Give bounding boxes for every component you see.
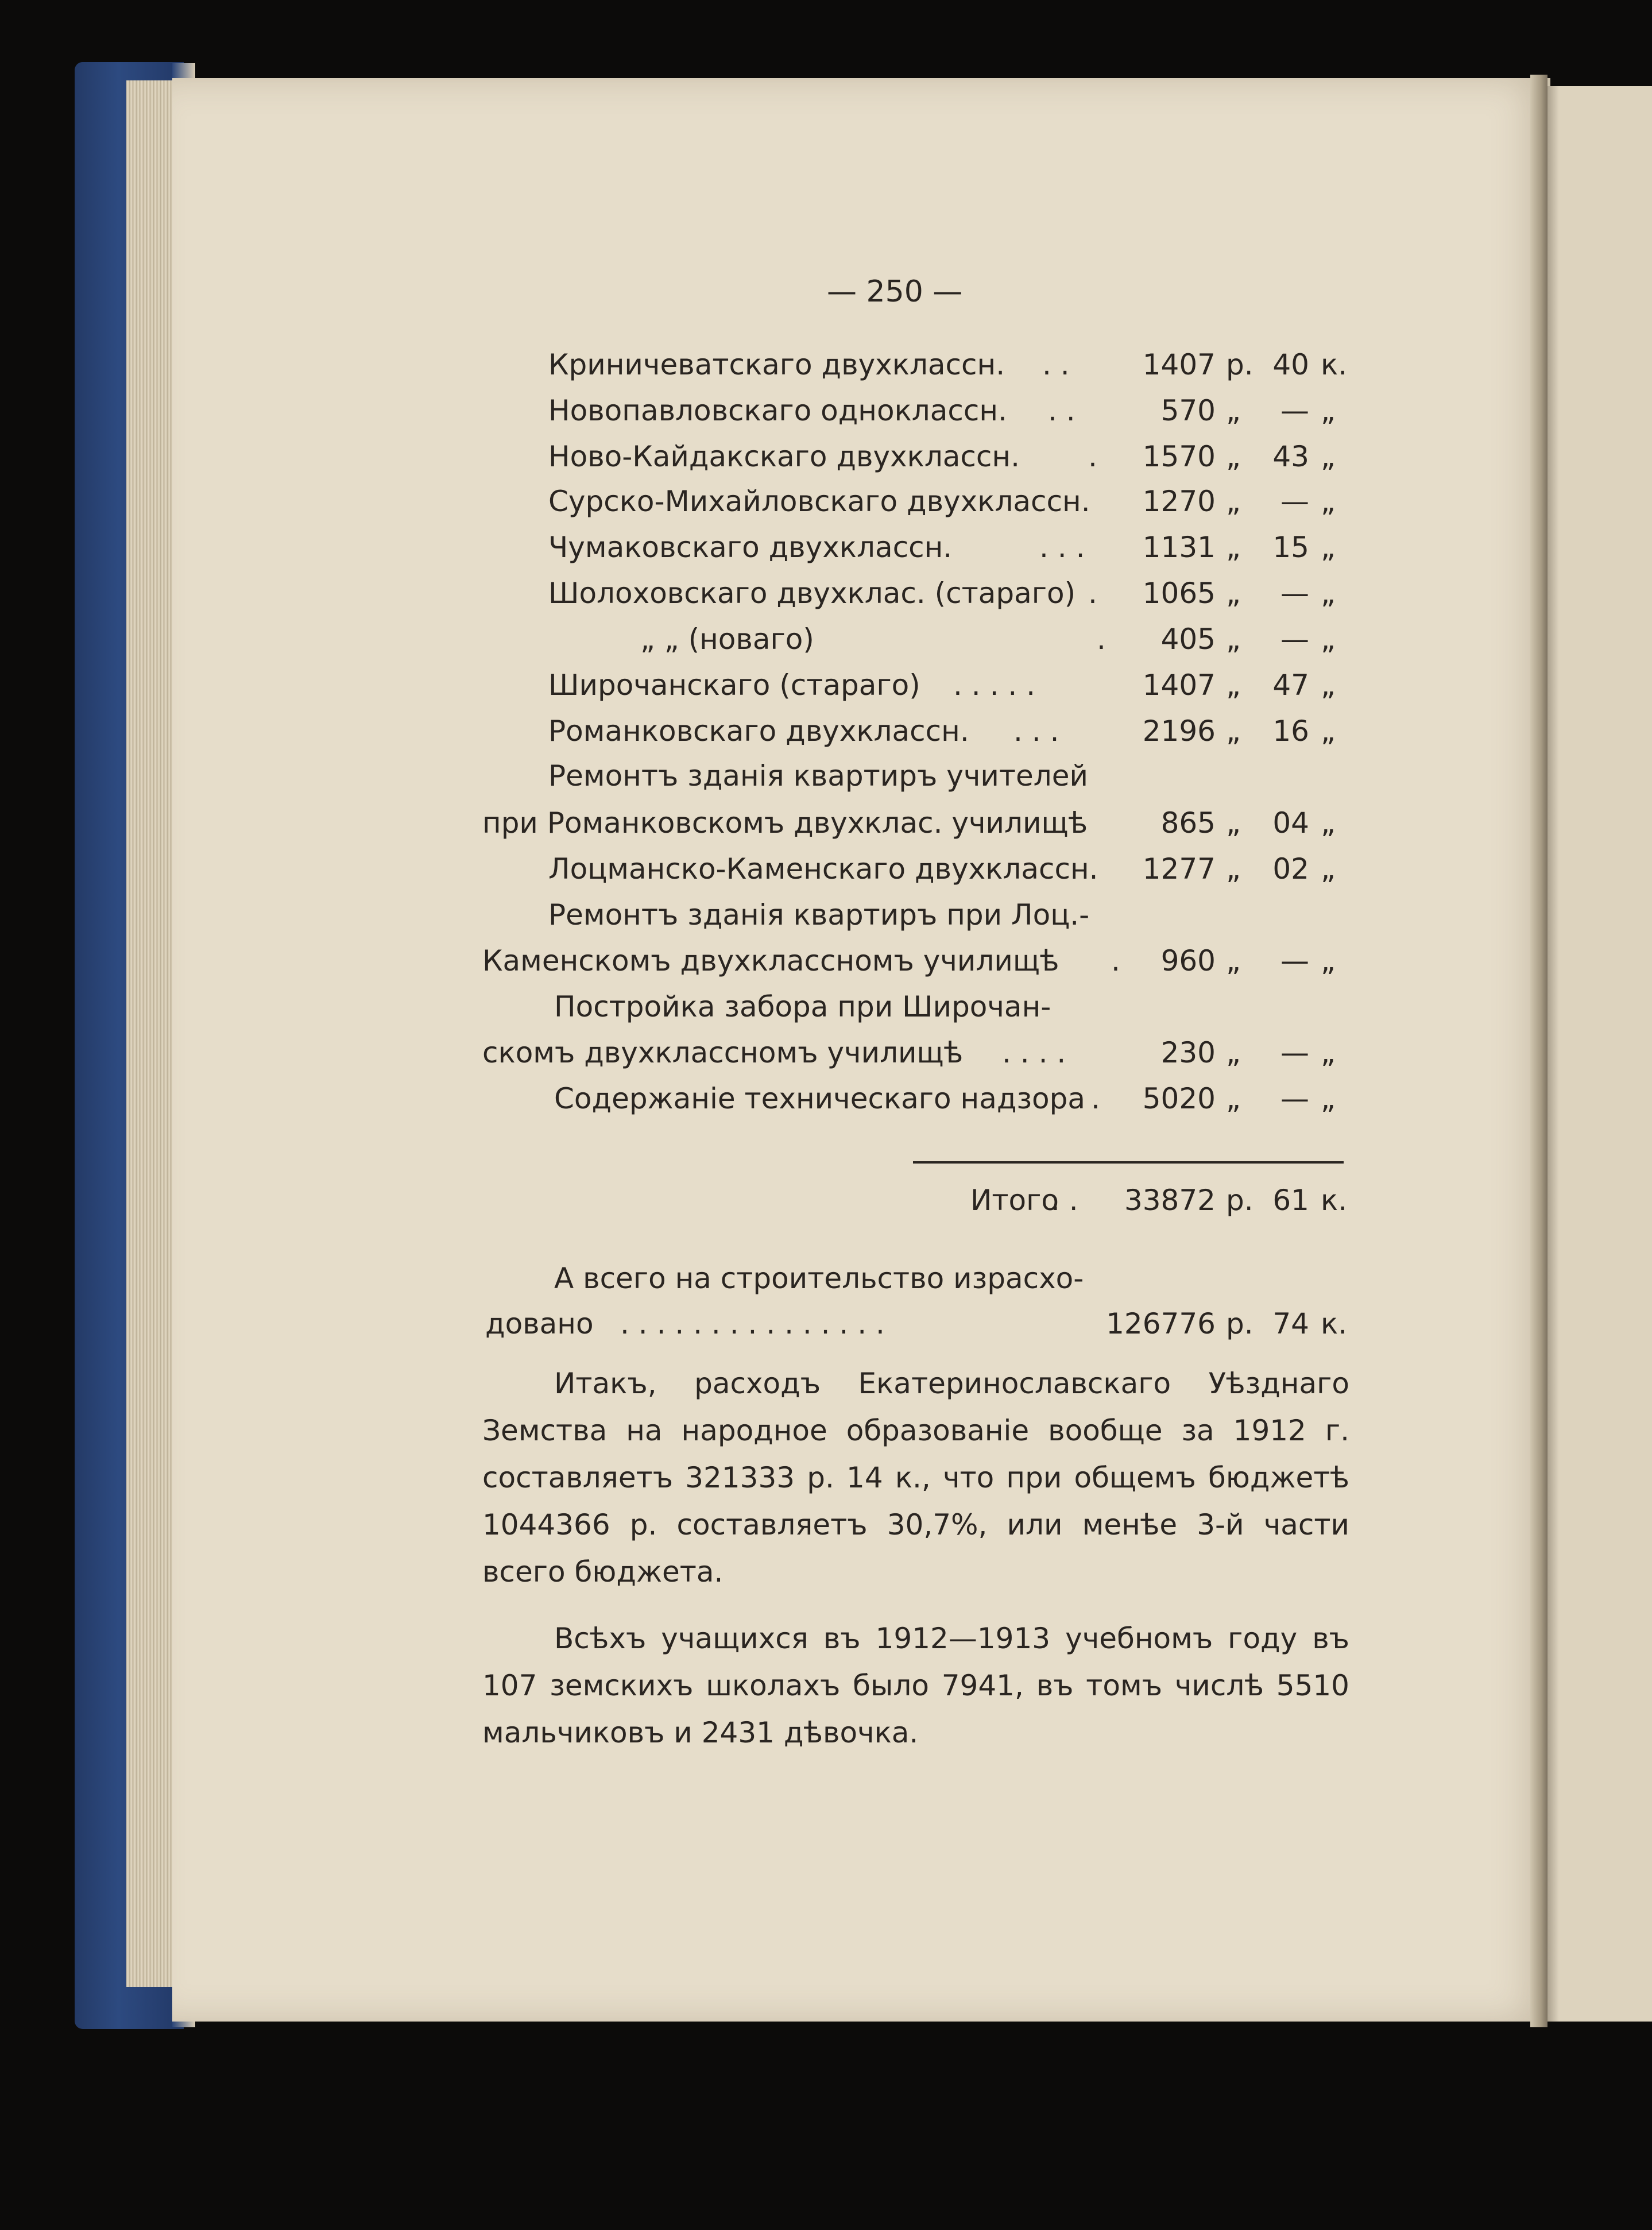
row-dots: . . . . bbox=[1002, 1036, 1066, 1069]
row-label: скомъ двухклассномъ училищѣ bbox=[482, 1036, 964, 1069]
table-row bbox=[0, 992, 1652, 1027]
table-row bbox=[0, 900, 1652, 935]
row-dots: . bbox=[1088, 440, 1097, 473]
row-amount: 230 bbox=[1160, 1036, 1216, 1069]
page-number: — 250 — bbox=[827, 275, 963, 309]
table-row bbox=[0, 487, 1652, 521]
total-label: Итого bbox=[970, 1184, 1059, 1217]
table-row bbox=[0, 806, 1652, 843]
row-unit: „ bbox=[1226, 485, 1241, 518]
row-kop-unit: „ bbox=[1321, 531, 1336, 564]
row-unit: „ bbox=[1226, 531, 1241, 564]
total-rule bbox=[913, 1161, 1344, 1164]
row-kop-unit: „ bbox=[1321, 1082, 1336, 1115]
row-label: Постройка забора при Широчан- bbox=[554, 990, 1051, 1023]
table-row bbox=[0, 625, 1652, 659]
summary-paragraph: Итакъ, расходъ Екатеринославскаго Уѣзднаго Земства на народное образованіе вообще за 1912 г. составляетъ 321333 р. 14 к., что при общемъ бюджетѣ 1044366 р. составляетъ 30,7%, или менѣе 3-й части всего бюджета. bbox=[482, 1367, 1349, 1589]
row-amount: 1131 bbox=[1142, 531, 1216, 564]
row-dots: . . bbox=[1048, 394, 1075, 427]
row-unit: „ bbox=[1226, 1082, 1241, 1115]
row-kop-unit: „ bbox=[1321, 944, 1336, 977]
table-row bbox=[0, 396, 1652, 431]
row-kop: — bbox=[1280, 1036, 1309, 1069]
row-amount: 960 bbox=[1160, 944, 1216, 977]
row-amount: 1065 bbox=[1142, 577, 1216, 610]
table-row bbox=[0, 350, 1652, 385]
total-dots: . . bbox=[1051, 1184, 1078, 1217]
row-dots: . . . . . bbox=[953, 668, 1036, 702]
row-amount: 5020 bbox=[1142, 1082, 1216, 1115]
construction-kop-unit: к. bbox=[1321, 1307, 1348, 1340]
table-row bbox=[0, 759, 1652, 796]
row-unit: „ bbox=[1226, 577, 1241, 610]
row-kop: 40 bbox=[1272, 348, 1309, 381]
row-dots: . bbox=[1091, 1082, 1100, 1115]
row-amount: 1407 bbox=[1142, 348, 1216, 381]
construction-amount: 126776 bbox=[1106, 1307, 1216, 1340]
row-kop: 16 bbox=[1272, 714, 1309, 748]
row-unit: „ bbox=[1226, 394, 1241, 427]
row-dots: . bbox=[1111, 944, 1120, 977]
row-amount: 1270 bbox=[1142, 485, 1216, 518]
row-kop-unit: „ bbox=[1321, 623, 1336, 656]
construction-label: довано bbox=[485, 1307, 594, 1340]
row-label: Криничеватскаго двухклассн. bbox=[548, 348, 1005, 381]
row-amount: 405 bbox=[1160, 623, 1216, 656]
row-unit: „ bbox=[1226, 1036, 1241, 1069]
row-kop: 02 bbox=[1272, 852, 1309, 886]
row-kop-unit: „ bbox=[1321, 852, 1336, 886]
row-kop-unit: „ bbox=[1321, 440, 1336, 473]
row-kop-unit: „ bbox=[1321, 485, 1336, 518]
table-row bbox=[0, 852, 1652, 889]
row-kop: 43 bbox=[1272, 440, 1309, 473]
row-label: Ремонтъ зданія квартиръ при Лоц.- bbox=[548, 898, 1090, 932]
row-dots: . . bbox=[1042, 348, 1070, 381]
row-kop-unit: „ bbox=[1321, 577, 1336, 610]
row-unit: „ bbox=[1226, 806, 1241, 840]
row-label: Сурско-Михайловскаго двухклассн. bbox=[548, 485, 1090, 518]
table-row bbox=[0, 1084, 1652, 1119]
row-label: Шолоховскаго двухклас. (стараго) bbox=[548, 577, 1076, 610]
row-unit: „ bbox=[1226, 714, 1241, 748]
row-amount: 1407 bbox=[1142, 668, 1216, 702]
row-kop: 47 bbox=[1272, 668, 1309, 702]
table-row bbox=[0, 579, 1652, 613]
row-unit: р. bbox=[1226, 348, 1253, 381]
row-dots: . . . bbox=[1039, 531, 1085, 564]
row-kop-unit: „ bbox=[1321, 714, 1336, 748]
row-kop: — bbox=[1280, 623, 1309, 656]
row-kop: 04 bbox=[1272, 806, 1309, 840]
row-kop: — bbox=[1280, 394, 1309, 427]
row-amount: 2196 bbox=[1142, 714, 1216, 748]
row-unit: „ bbox=[1226, 623, 1241, 656]
construction-unit: р. bbox=[1226, 1307, 1253, 1340]
row-kop: — bbox=[1280, 1082, 1309, 1115]
construction-row bbox=[0, 1309, 1652, 1344]
students-paragraph: Всѣхъ учащихся въ 1912—1913 учебномъ году въ 107 земскихъ школахъ было 7941, въ томъ числѣ 5510 мальчиковъ и 2431 дѣвочка. bbox=[482, 1622, 1349, 1749]
row-kop-unit: „ bbox=[1321, 1036, 1336, 1069]
row-label: при Романковскомъ двухклас. училищѣ bbox=[482, 806, 1088, 840]
row-kop-unit: „ bbox=[1321, 806, 1336, 840]
row-amount: 570 bbox=[1160, 394, 1216, 427]
table-row bbox=[0, 668, 1652, 705]
row-label: Каменскомъ двухклассномъ училищѣ bbox=[482, 944, 1059, 977]
row-amount: 1570 bbox=[1142, 440, 1216, 473]
row-label: Ново-Кайдакскаго двухклассн. bbox=[548, 440, 1020, 473]
row-kop: 15 bbox=[1272, 531, 1309, 564]
table-row bbox=[0, 946, 1652, 981]
row-kop-unit: „ bbox=[1321, 394, 1336, 427]
row-label: „ „ (новаго) bbox=[640, 623, 814, 656]
row-kop-unit: „ bbox=[1321, 668, 1336, 702]
row-dots: . . . bbox=[1013, 714, 1059, 748]
construction-line1: А всего на строительство израсхо- bbox=[554, 1262, 1084, 1295]
row-kop: — bbox=[1280, 485, 1309, 518]
row-kop-unit: к. bbox=[1321, 348, 1348, 381]
row-label: Чумаковскаго двухклассн. bbox=[548, 531, 953, 564]
total-row bbox=[0, 1186, 1652, 1220]
row-label: Ремонтъ зданія квартиръ учителей bbox=[548, 759, 1088, 793]
row-label: Содержаніе техническаго надзора bbox=[554, 1082, 1085, 1115]
row-unit: „ bbox=[1226, 852, 1241, 886]
construction-kop: 74 bbox=[1272, 1307, 1309, 1340]
row-kop: — bbox=[1280, 577, 1309, 610]
total-kop: 61 bbox=[1272, 1184, 1309, 1217]
row-amount: 865 bbox=[1160, 806, 1216, 840]
total-amount: 33872 bbox=[1124, 1184, 1216, 1217]
row-unit: „ bbox=[1226, 440, 1241, 473]
row-label: Лоцманско-Каменскаго двухклассн. bbox=[548, 852, 1098, 886]
row-label: Новопавловскаго одноклассн. bbox=[548, 394, 1007, 427]
table-row bbox=[0, 714, 1652, 751]
row-amount: 1277 bbox=[1142, 852, 1216, 886]
row-unit: „ bbox=[1226, 668, 1241, 702]
table-row bbox=[0, 442, 1652, 477]
total-unit: р. bbox=[1226, 1184, 1253, 1217]
total-kop-unit: к. bbox=[1321, 1184, 1348, 1217]
table-row bbox=[0, 533, 1652, 567]
row-dots: . bbox=[1097, 623, 1106, 656]
construction-dots: . . . . . . . . . . . . . . . bbox=[620, 1307, 885, 1340]
row-unit: „ bbox=[1226, 944, 1241, 977]
row-label: Романковскаго двухклассн. bbox=[548, 714, 969, 748]
row-label: Широчанскаго (стараго) bbox=[548, 668, 920, 702]
row-kop: — bbox=[1280, 944, 1309, 977]
row-dots: . bbox=[1088, 577, 1097, 610]
table-row bbox=[0, 1038, 1652, 1073]
